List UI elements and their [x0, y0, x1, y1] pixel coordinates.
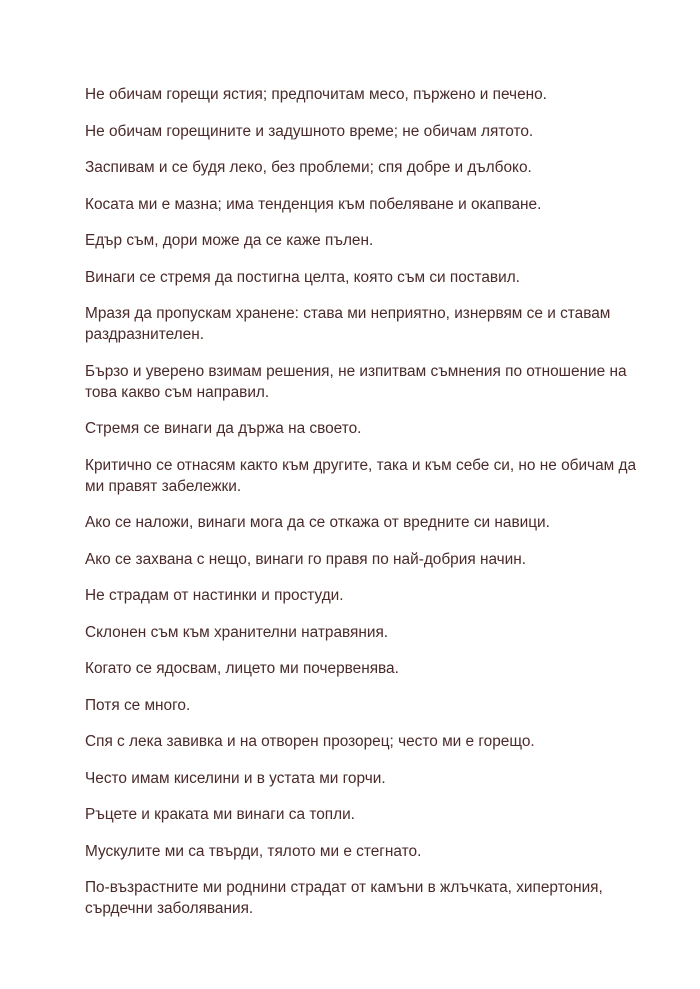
statement: Ако се наложи, винаги мога да се откажа от вредните си навици.	[85, 514, 550, 531]
statement: Не обичам горещините и задушното време; не обичам лятото.	[85, 122, 534, 140]
statement: Склонен съм към хранителни натравяния.	[85, 623, 389, 641]
statement: Ако се захвана с нещо, винаги го правя по най-добрия начин.	[85, 550, 527, 568]
statement: Не страдам от настинки и простуди.	[85, 587, 344, 604]
statement: Бързо и уверено взимам решения, не изпитвам съмнения по отношение на това какво съм направил.	[85, 362, 627, 401]
statement: Ръцете и краката ми винаги са топли.	[85, 806, 355, 823]
statement: Често имам киселини и в устата ми горчи.	[85, 769, 386, 787]
statement: Спя с лека завивка и на отворен прозорец; често ми е горещо.	[85, 733, 535, 750]
statement: Критично се отнасям както към другите, така и към себе си, но не обичам да ми правят забележки.	[85, 456, 637, 495]
statement: Мускулите ми са твърди, тялото ми е стегнато.	[85, 842, 422, 860]
statement: Заспивам и се будя леко, без проблеми; спя добре и дълбоко.	[85, 159, 532, 176]
statement: Стремя се винаги да държа на своето.	[85, 420, 362, 437]
statement: Косата ми е мазна; има тенденция към побеляване и окапване.	[85, 195, 542, 213]
statement: Мразя да пропускам хранене: става ми неприятно, изнервям се и ставам раздразнителен.	[85, 305, 611, 343]
statement: Потя се много.	[85, 696, 191, 714]
statement: Едър съм, дори може да се каже пълен.	[85, 232, 374, 249]
statement: Не обичам горещи ястия; предпочитам месо, пържено и печено.	[85, 86, 547, 103]
statement: Когато се ядосвам, лицето ми почервенява.	[85, 660, 399, 677]
statement-list	[85, 84, 640, 935]
statement: По-възрастните ми роднини страдат от камъни в жлъчката, хипертония, сърдечни заболявания.	[85, 879, 603, 917]
statement: Винаги се стремя да постигна целта, която съм си поставил.	[85, 268, 520, 286]
